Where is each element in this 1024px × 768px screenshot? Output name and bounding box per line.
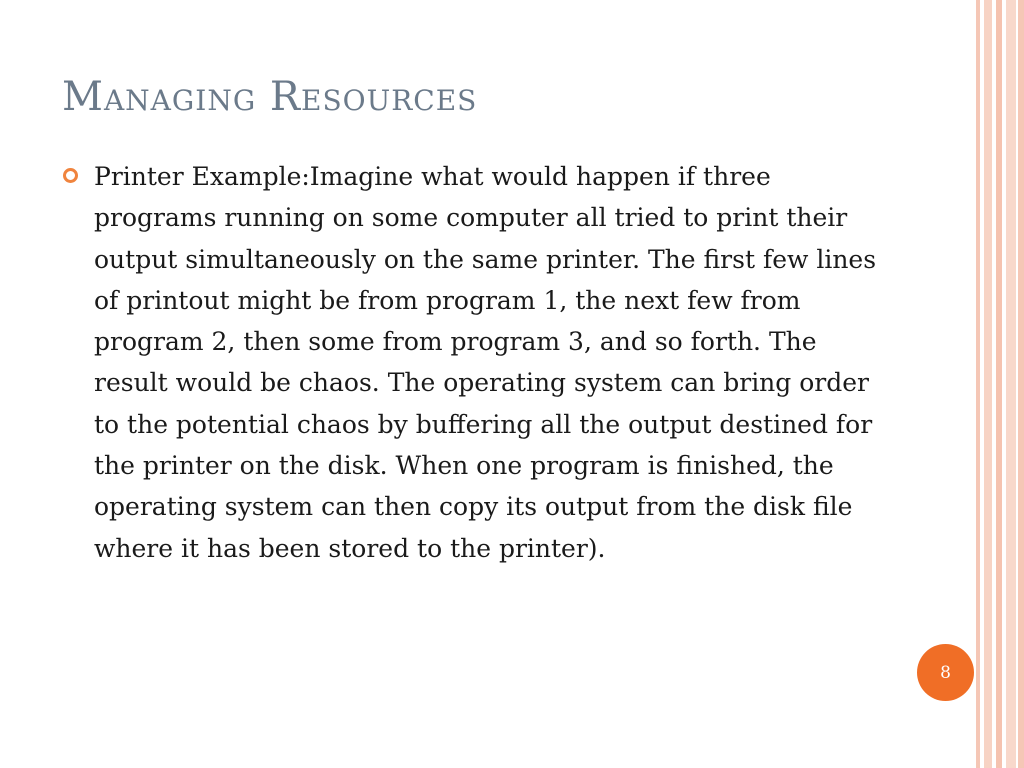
bullet-item	[62, 156, 882, 569]
decorative-stripe	[976, 0, 980, 768]
decorative-stripe	[984, 0, 992, 768]
page-number-badge	[917, 644, 974, 701]
bullet-ring-icon	[63, 168, 78, 183]
slide-title: Managing Resources	[62, 74, 478, 120]
slide-body	[62, 156, 882, 569]
decorative-stripe	[996, 0, 1002, 768]
decorative-stripe	[1006, 0, 1016, 768]
page-number: 8	[940, 662, 951, 683]
decorative-stripe	[1018, 0, 1024, 768]
bullet-text: Printer Example:Imagine what would happen if three programs running on some computer all tried to print their output simultaneously on the same printer. The first few lines of printout might be from program 1, the next few from program 2, then some from program 3, and so forth. The result would be chaos. The operating system can bring order to the potential chaos by buffering all the output destined for the printer on the disk. When one program is finished, the operating system can then copy its output from the disk file where it has been stored to the printer).	[94, 162, 877, 563]
